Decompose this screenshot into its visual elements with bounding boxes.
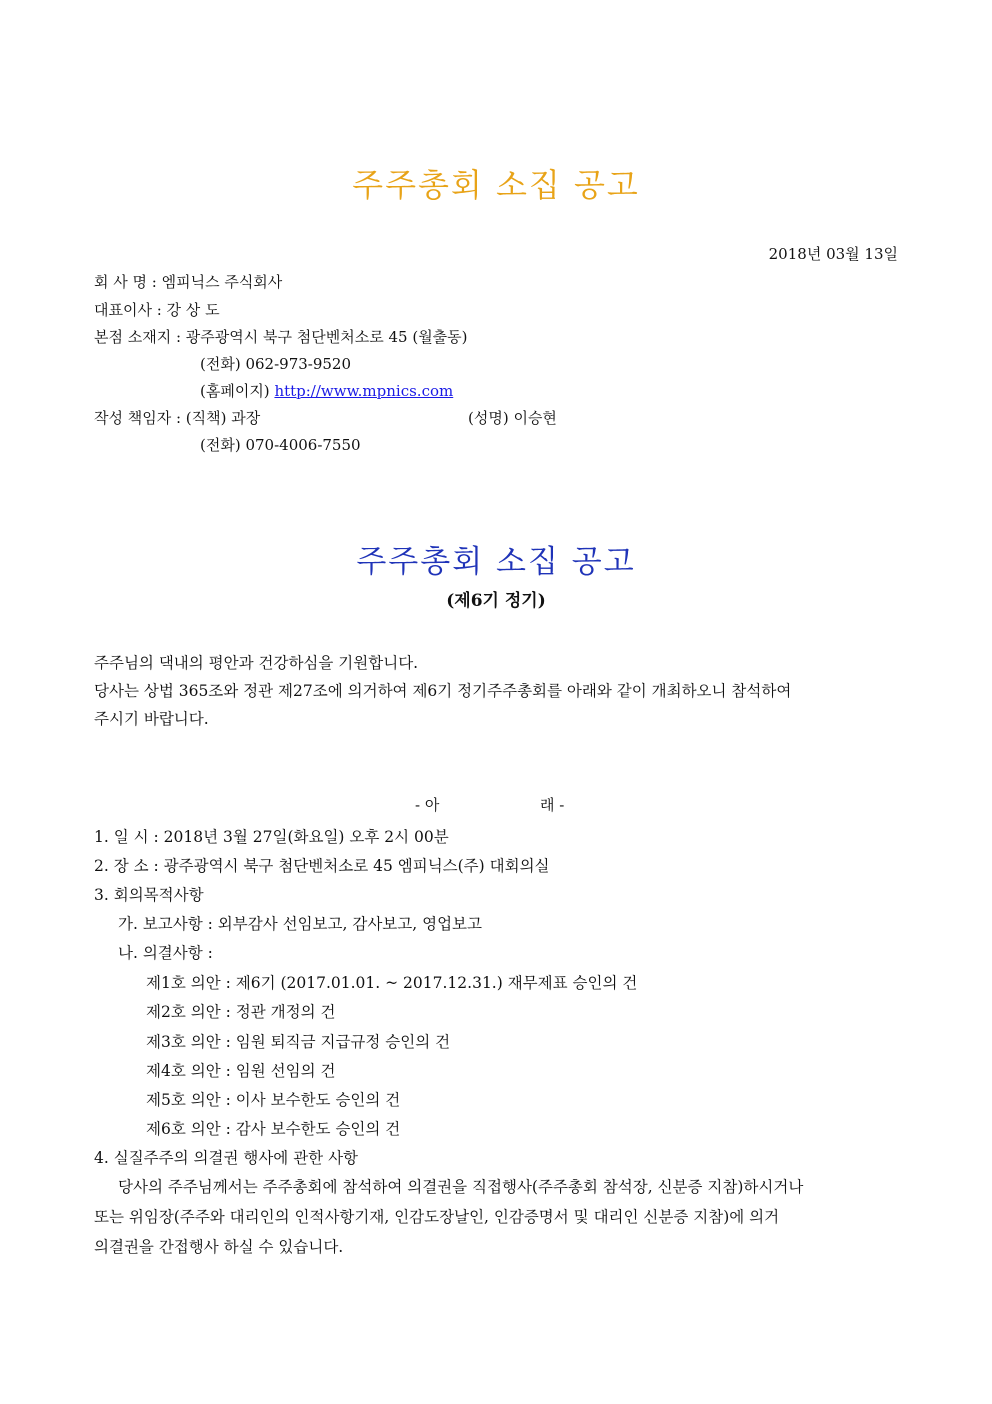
homepage-label: (홈페이지): [200, 382, 275, 400]
intro-line: 주주님의 댁내의 평안과 건강하심을 기원합니다.: [94, 654, 419, 672]
agenda-subitem: 가. 보고사항 : 외부감사 선임보고, 감사보고, 영업보고: [118, 915, 482, 933]
agenda-item: 1. 일 시 : 2018년 3월 27일(화요일) 오후 2시 00분: [94, 828, 449, 846]
resolution-item: 제3호 의안 : 임원 퇴직금 지급규정 승인의 건: [146, 1033, 451, 1051]
ar-heading-right: 래 -: [540, 796, 565, 814]
agenda-subitem: 나. 의결사항 :: [118, 944, 213, 962]
agenda-item: 3. 회의목적사항: [94, 886, 204, 904]
closing-line: 당사의 주주님께서는 주주총회에 참석하여 의결권을 직접행사(주주총회 참석장, 신분증 지참)하시거나: [118, 1178, 804, 1196]
resolution-item: 제1호 의안 : 제6기 (2017.01.01. ~ 2017.12.31.) 재무제표 승인의 건: [146, 974, 638, 992]
notice-title: 주주총회 소집 공고: [356, 544, 636, 580]
writer-title: 작성 책임자 : (직책) 과장: [94, 409, 261, 427]
resolution-item: 제6호 의안 : 감사 보수한도 승인의 건: [146, 1120, 401, 1138]
page-title: 주주총회 소집 공고: [352, 166, 640, 204]
intro-line: 주시기 바랍니다.: [94, 710, 209, 728]
notice-subtitle: (제6기 정기): [446, 591, 546, 611]
agenda-item: 2. 장 소 : 광주광역시 북구 첨단벤처소로 45 엠피닉스(주) 대회의실: [94, 857, 550, 875]
writer-phone: (전화) 070-4006-7550: [200, 436, 361, 454]
closing-line: 의결권을 간접행사 하실 수 있습니다.: [94, 1238, 344, 1256]
writer-name: (성명) 이승현: [468, 409, 557, 427]
resolution-item: 제4호 의안 : 임원 선임의 건: [146, 1062, 336, 1080]
office-phone: (전화) 062-973-9520: [200, 355, 352, 373]
head-office-address: 본점 소재지 : 광주광역시 북구 첨단벤처소로 45 (월출동): [94, 328, 468, 346]
ceo-name: 대표이사 : 강 상 도: [94, 301, 220, 319]
homepage-link[interactable]: http://www.mpnics.com: [274, 382, 454, 400]
notice-date: 2018년 03월 13일: [768, 245, 898, 263]
company-name: 회 사 명 : 엠피닉스 주식회사: [94, 273, 283, 291]
resolution-item: 제5호 의안 : 이사 보수한도 승인의 건: [146, 1091, 401, 1109]
closing-line: 또는 위임장(주주와 대리인의 인적사항기재, 인감도장날인, 인감증명서 및 대리인 신분증 지참)에 의거: [94, 1208, 780, 1226]
intro-line: 당사는 상법 365조와 정관 제27조에 의거하여 제6기 정기주주총회를 아래와 같이 개최하오니 참석하여: [94, 682, 792, 700]
homepage-line: [200, 380, 453, 401]
agenda-item: 4. 실질주주의 의결권 행사에 관한 사항: [94, 1149, 359, 1167]
resolution-item: 제2호 의안 : 정관 개정의 건: [146, 1003, 336, 1021]
ar-heading-left: - 아: [415, 796, 440, 814]
